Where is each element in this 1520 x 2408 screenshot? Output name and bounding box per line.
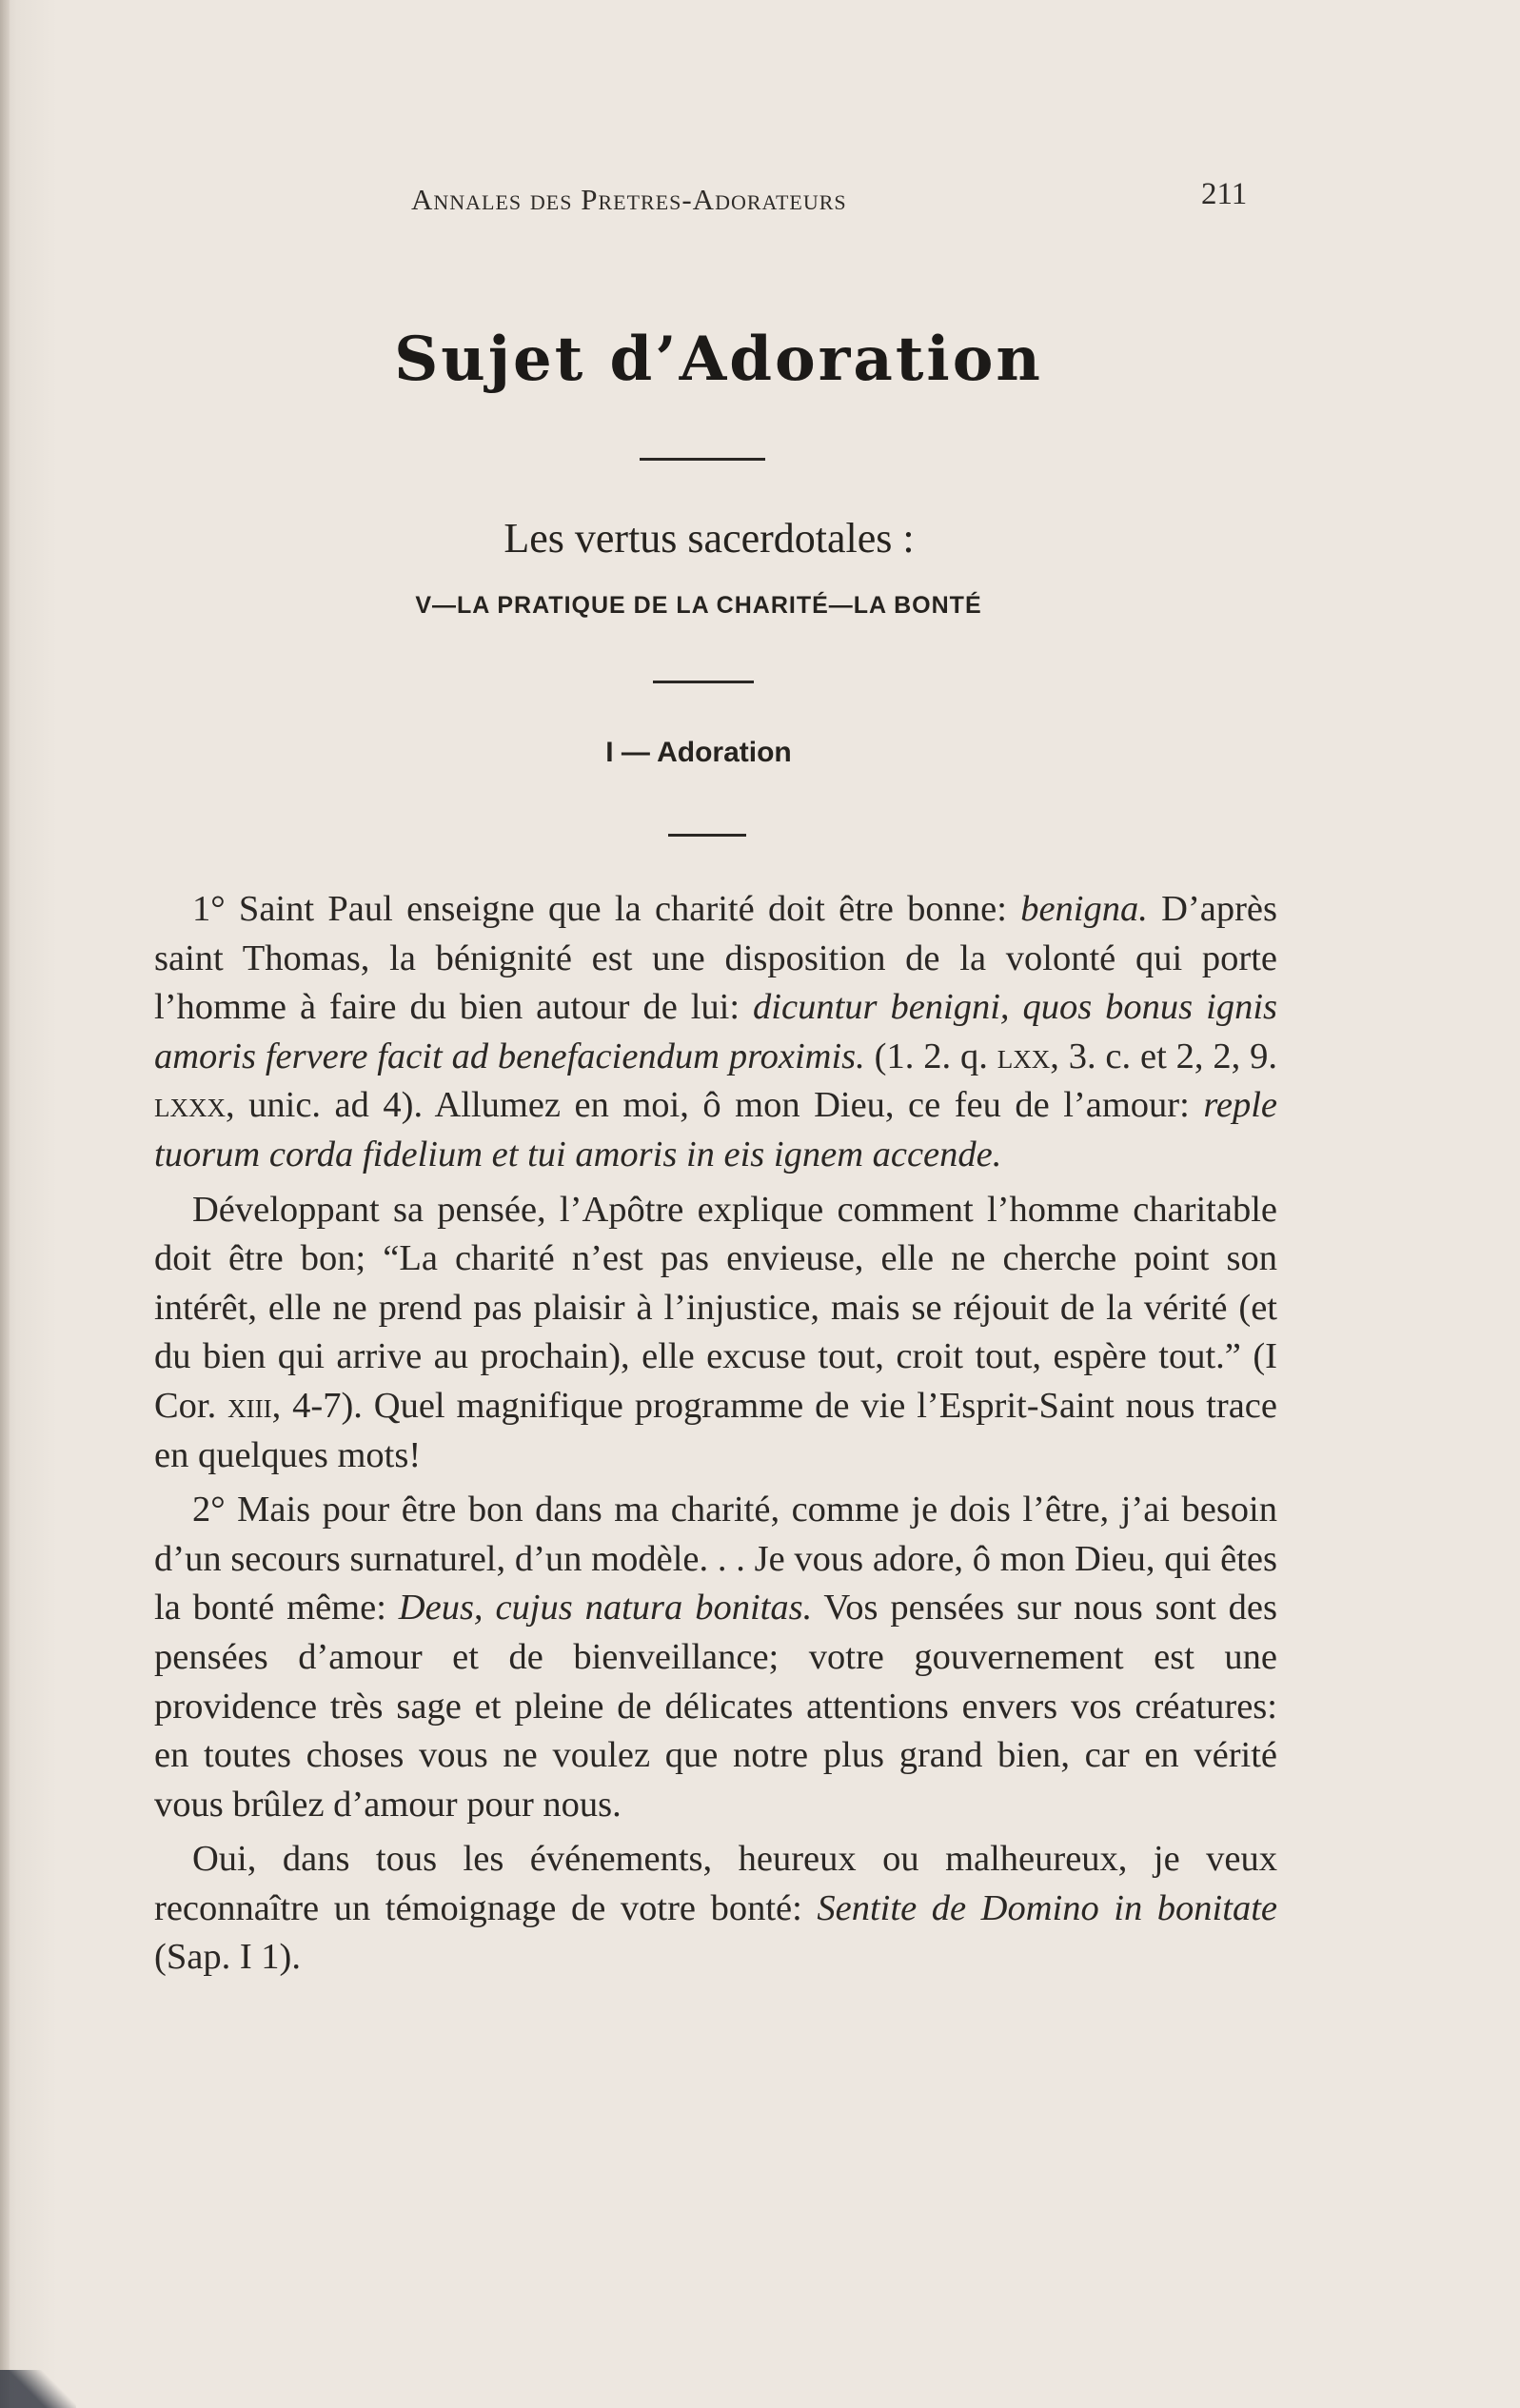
paragraph-2 (154, 1186, 1277, 1481)
binding-shadow (0, 2370, 76, 2408)
paragraph-4 (154, 1835, 1277, 1983)
body-text (154, 885, 1277, 1988)
running-head: Annales des Pretres-Adorateurs (411, 183, 847, 216)
paragraph-1-citation: (1. 2. q. (864, 1036, 997, 1076)
subheading: V—LA PRATIQUE DE LA CHARITÉ—LA BONTÉ (415, 592, 982, 619)
page-number: 211 (1201, 177, 1248, 211)
paragraph-2-citation-numeral: xiii (227, 1385, 272, 1426)
paragraph-3-latin: Deus, cujus natura bonitas. (398, 1588, 813, 1628)
paragraph-4-text: Oui, dans tous les événements, heureux ou malheureux, je veux reconnaître un témoignage de votre bonté: (154, 1839, 1277, 1928)
paragraph-1-text: 1° Saint Paul enseigne que la charité doit être bonne: (192, 889, 1021, 929)
paragraph-3-text: Vos pensées sur nous sont des pensées d’amour et de bienveillance; votre gouvernement est une providence très sage et pleine de délicates attentions envers vos créatures: en toutes choses vous ne voulez que notre plus grand bien, car en vérité vous brûlez d’amour pour nous. (154, 1588, 1277, 1825)
paragraph-1-latin: reple tuorum corda fidelium et tui amoris in eis ignem accende. (154, 1085, 1277, 1174)
subheading-rule (653, 681, 754, 683)
paragraph-3-text: 2° Mais pour être bon dans ma charité, comme je dois l’être, j’ai besoin d’un secours surnaturel, d’un modèle. . . Je vous adore, ô mon Dieu, qui êtes la bonté même: (154, 1490, 1277, 1628)
paragraph-1-citation-numeral: lxx (997, 1036, 1051, 1076)
paragraph-1 (154, 885, 1277, 1180)
title-rule (640, 458, 765, 461)
paragraph-3 (154, 1486, 1277, 1829)
paragraph-2-text: , 4-7). Quel magnifique programme de vie l’Esprit-Saint nous trace en quelques mots! (154, 1385, 1277, 1475)
page-title: Sujet d’Adoration (394, 324, 1043, 395)
subtitle: Les vertus sacerdotales : (503, 515, 915, 562)
paragraph-4-latin: Sentite de Domino in bonitate (817, 1887, 1277, 1928)
paragraph-1-text: , unic. ad 4). Allumez en moi, ô mon Dieu, ce feu de l’amour: (226, 1085, 1204, 1126)
paragraph-2-text: Développant sa pensée, l’Apôtre explique comment l’homme charitable doit être bon; “La charité n’est pas envieuse, elle ne cherche point son intérêt, elle ne prend pas plaisir à l’injustice, mais se réjouit de la vérité (et du bien qui arrive au prochain), elle excuse tout, croit tout, espère tout.” (I Cor. (154, 1189, 1277, 1426)
paragraph-1-citation: , 3. c. et 2, 2, 9. (1050, 1036, 1278, 1076)
paragraph-1-latin: benigna. (1020, 889, 1148, 929)
section-title: I — Adoration (605, 737, 792, 768)
paragraph-1-text: D’après saint Thomas, la bénignité est une disposition de la volonté qui porte l’homme à faire du bien autour de lui: (154, 889, 1277, 1028)
section-rule (668, 834, 746, 837)
paragraph-1-latin: dicuntur benigni, quos bonus ignis amoris fervere facit ad benefaciendum proximis. (154, 987, 1277, 1076)
paragraph-1-citation-numeral: lxxx (154, 1085, 226, 1126)
paragraph-4-citation: (Sap. I 1). (154, 1937, 301, 1978)
